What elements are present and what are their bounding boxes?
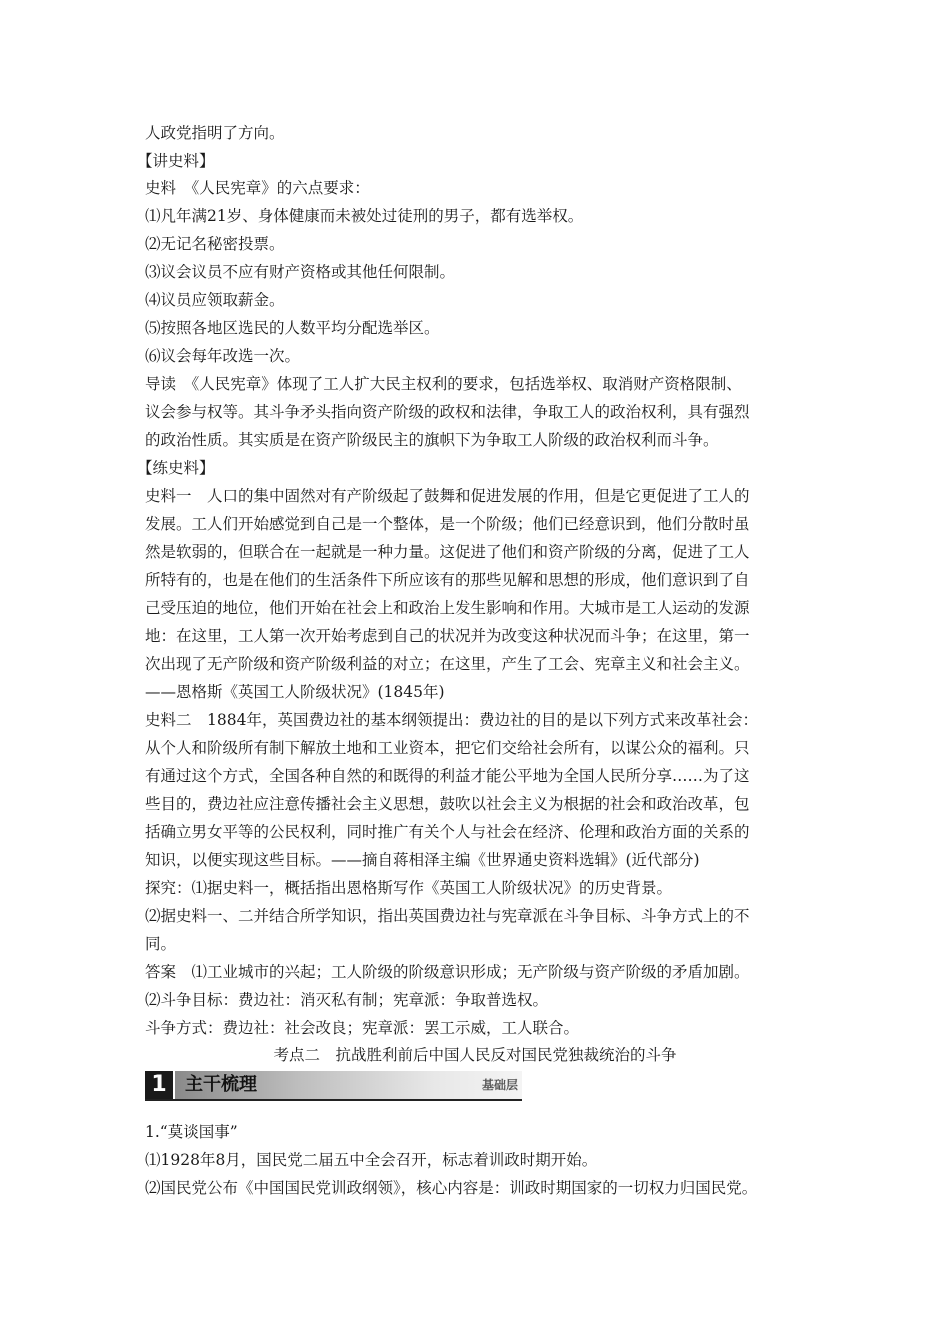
- text-line: 人政党指明了方向。: [145, 124, 285, 142]
- text-line: 所特有的，也是在他们的生活条件下所应该有的那些见解和思想的形成，他们意识到了自: [145, 571, 750, 589]
- text-line: 史料 《人民宪章》的六点要求：: [145, 179, 370, 197]
- text-line: 知识，以便实现这些目标。——摘自蒋相泽主编《世界通史资料选辑》(近代部分): [145, 851, 700, 869]
- text-line: 史料一 人口的集中固然对有产阶级起了鼓舞和促进发展的作用，但是它更促进了工人的: [145, 487, 750, 505]
- list-item: ⑴凡年满21岁、身体健康而未被处过徒刑的男子，都有选举权。: [145, 207, 584, 225]
- text-line: 括确立男女平等的公民权利，同时推广有关个人与社会在经济、伦理和政治方面的关系的: [145, 823, 750, 841]
- list-item: ⑵无记名秘密投票。: [145, 235, 285, 253]
- section-tag-practice: 【练史料】: [137, 459, 215, 477]
- section-heading: 考点二 抗战胜利前后中国人民反对国民党独裁统治的斗争: [273, 1046, 677, 1064]
- text-line: 从个人和阶级所有制下解放土地和工业资本，把它们交给社会所有，以谋公众的福利。只: [145, 739, 750, 757]
- list-item: ⑹议会每年改选一次。: [145, 347, 301, 365]
- text-line: 议会参与权等。其斗争矛头指向资产阶级的政权和法律，争取工人的政治权利，具有强烈: [145, 403, 750, 421]
- list-item: ⑸按照各地区选民的人数平均分配选举区。: [145, 319, 440, 337]
- text-line: 1.“莫谈国事”: [145, 1123, 238, 1141]
- list-item: ⑷议员应领取薪金。: [145, 291, 285, 309]
- text-line: 己受压迫的地位，他们开始在社会上和政治上发生影响和作用。大城市是工人运动的发源: [145, 599, 750, 617]
- banner-underline: [145, 1099, 522, 1101]
- answer-line: 斗争方式：费边社：社会改良；宪章派：罢工示威，工人联合。: [145, 1019, 580, 1037]
- text-line: 然是软弱的，但联合在一起就是一种力量。这促进了他们和资产阶级的分离，促进了工人: [145, 543, 750, 561]
- text-line: 有通过这个方式，全国各种自然的和既得的利益才能公平地为全国人民所分享……为了这: [145, 767, 750, 785]
- section-tag-lecture: 【讲史料】: [137, 152, 215, 170]
- list-item: ⑶议会议员不应有财产资格或其他任何限制。: [145, 263, 456, 281]
- list-item: ⑵国民党公布《中国国民党训政纲领》，核心内容是：训政时期国家的一切权力归国民党。: [145, 1179, 758, 1197]
- banner-title: 主干梳理: [185, 1074, 257, 1095]
- banner-number: 1: [145, 1071, 173, 1099]
- answer-line: ⑵斗争目标：费边社：消灭私有制；宪章派：争取普选权。: [145, 991, 549, 1009]
- text-line: 地：在这里，工人第一次开始考虑到自己的状况并为改变这种状况而斗争；在这里，第一: [145, 627, 750, 645]
- answer-line: 答案 ⑴工业城市的兴起；工人阶级的阶级意识形成；无产阶级与资产阶级的矛盾加剧。: [145, 963, 750, 981]
- text-line: 导读 《人民宪章》体现了工人扩大民主权利的要求，包括选举权、取消财产资格限制、: [145, 375, 742, 393]
- question-line: ⑵据史料一、二并结合所学知识，指出英国费边社与宪章派在斗争目标、斗争方式上的不: [145, 907, 750, 925]
- banner-level: 基础层: [481, 1078, 518, 1092]
- text-line: 史料二 1884年，英国费边社的基本纲领提出：费边社的目的是以下列方式来改革社会：: [145, 711, 758, 729]
- text-line: 些目的，费边社应注意传播社会主义思想，鼓吹以社会主义为根据的社会和政治改革，包: [145, 795, 750, 813]
- text-line: 次出现了无产阶级和资产阶级利益的对立；在这里，产生了工会、宪章主义和社会主义。: [145, 655, 750, 673]
- text-line: 的政治性质。其实质是在资产阶级民主的旗帜下为争取工人阶级的政治权利而斗争。: [145, 431, 719, 449]
- citation: ——恩格斯《英国工人阶级状况》(1845年): [145, 683, 445, 701]
- list-item: ⑴1928年8月，国民党二届五中全会召开，标志着训政时期开始。: [145, 1151, 598, 1169]
- text-line: 发展。工人们开始感觉到自己是一个整体，是一个阶级；他们已经意识到，他们分散时虽: [145, 515, 750, 533]
- section-banner: [145, 1071, 522, 1099]
- question-line: 同。: [145, 935, 177, 953]
- question-line: 探究：⑴据史料一，概括指出恩格斯写作《英国工人阶级状况》的历史背景。: [145, 879, 673, 897]
